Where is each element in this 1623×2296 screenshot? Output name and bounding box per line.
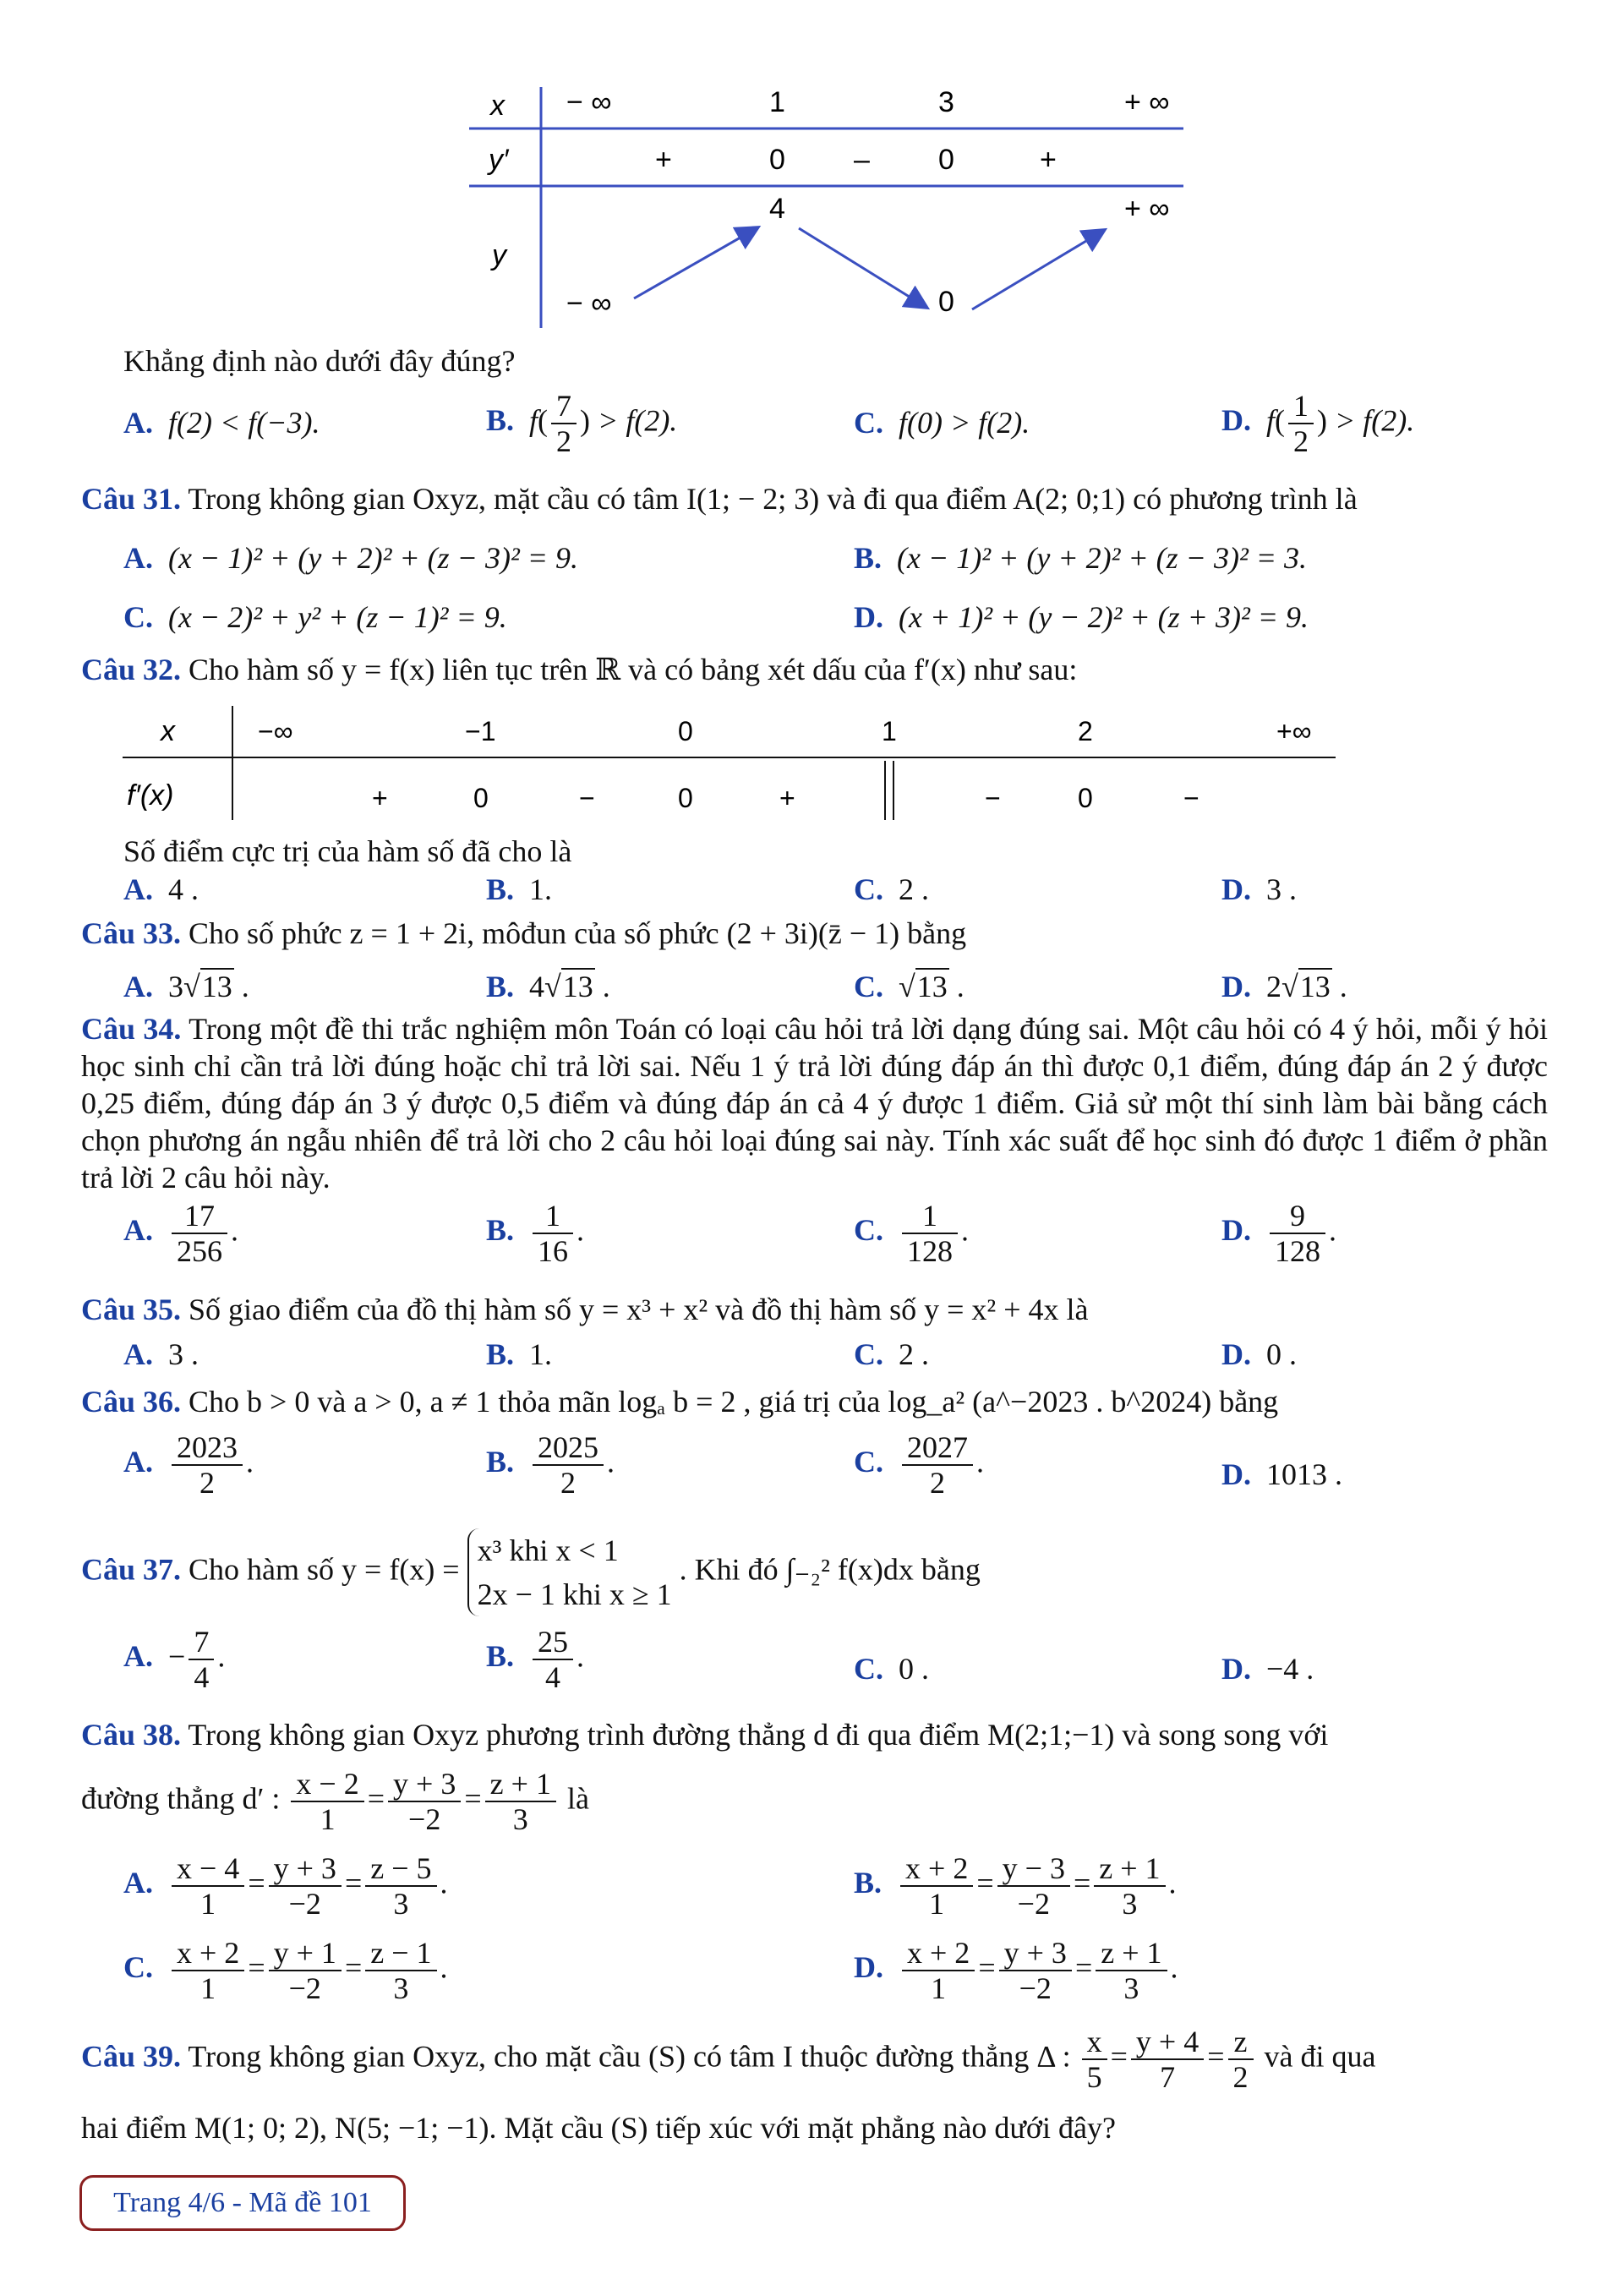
q38-option-b: B. $\frac{x + 2}{1}$ = $\frac{y - 3}{-2}$ = $\frac{z + 1}{3}$ . [854,1851,1177,1921]
variation-table [456,74,1217,345]
q34-option-a: A. $\frac{17}{256}$ . [123,1199,238,1268]
q37-option-a: A. − $\frac{7}{4}$ . [123,1625,226,1694]
x-value: +∞ [1276,716,1312,746]
q31-option-d: D. (x + 1)² + (y − 2)² + (z + 3)² = 9. [854,600,1309,634]
q32-option-c: C. 2 . [854,872,929,906]
y-value: + ∞ [1124,193,1170,225]
yp-sign: 0 [938,144,954,176]
x-value: −∞ [258,716,293,746]
q35-option-d: D. 0 . [1221,1337,1297,1371]
q34-option-c: C. $\frac{1}{128}$ . [854,1199,969,1268]
q32-prompt: Số điểm cực trị của hàm số đã cho là [123,834,572,868]
q32-option-a: A. 4 . [123,872,199,906]
yp-sign: + [1040,144,1057,176]
q32-option-b: B. 1. [486,872,553,906]
q32: Câu 32. Cho hàm số y = f(x) liên tục trên ℝ và có bảng xét dấu của f′(x) như sau: [81,653,1078,686]
q36: Câu 36. Cho b > 0 và a > 0, a ≠ 1 thỏa mãn logₐ b = 2 , giá trị của log_a² (a^−2023 . b^2024) bằng [81,1385,1279,1419]
x-label: x [161,715,175,747]
sign: 0 [678,783,693,813]
q33-option-b: B. 4√13 . [486,970,610,1003]
q33-option-a: A. 3√13 . [123,970,249,1003]
increase-arrow [634,228,757,298]
x-value: 3 [938,86,954,118]
q38-option-c: C. $\frac{x + 2}{1}$ = $\frac{y + 1}{-2}$ = $\frac{z - 1}{3}$ . [123,1936,448,2005]
q30-option-c: C. f(0) > f(2). [854,406,1030,440]
sign: + [779,783,795,813]
y-label: y [492,239,506,271]
x-value: 1 [769,86,785,118]
yp-sign: + [655,144,672,176]
sign: + [372,783,388,813]
q34-option-b: B. $\frac{1}{16}$ . [486,1199,585,1268]
x-value: − ∞ [566,86,612,118]
q36-option-c: C. $\frac{2027}{2}$ . [854,1430,984,1500]
q37-option-d: D. −4 . [1221,1652,1314,1686]
q38-line2: đường thẳng d′ : $\frac{x - 2}{1}$ = $\frac{y + 3}{-2}$ = $\frac{z + 1}{3}$ là [81,1767,589,1836]
q30-option-a: A. f(2) < f(−3). [123,406,320,440]
decrease-arrow [799,228,926,307]
q35-option-a: A. 3 . [123,1337,199,1371]
yp-label: y′ [489,144,509,176]
q35: Câu 35. Số giao điểm của đồ thị hàm số y = x³ + x² và đồ thị hàm số y = x² + 4x là [81,1293,1089,1326]
q33-option-c: C. √13 . [854,970,965,1003]
sign: − [985,783,1001,813]
page-footer: Trang 4/6 - Mã đề 101 [79,2175,406,2231]
yp-sign: – [854,144,870,176]
q34: Câu 34. Trong một đề thi trắc nghiệm môn Toán có loại câu hỏi trả lời dạng đúng sai. Một câu hỏi có 4 ý hỏi, mỗi ý hỏi học sinh chỉ cần trả lời đúng hoặc chỉ trả lời sai. Nếu 1 ý trả lời đúng đáp án thì được 0,1 điểm, đúng đáp án 2 ý được 0,25 điểm, đúng đáp án 3 ý được 0,5 điểm và đúng đáp án cả 4 ý được 1 điểm. Giả sử một thí sinh làm bài bằng cách chọn phương án ngẫu nhiên để trả lời cho 2 câu hỏi loại đúng sai này. Tính xác suất để học sinh đó được 1 điểm ở phần trả lời 2 câu hỏi này. [81,1012,1548,1194]
q39: Câu 39. Trong không gian Oxyz, cho mặt cầu (S) có tâm I thuộc đường thẳng Δ : $\frac{x}{5}$ = $\frac{y + 4}{7}$ = $\frac{z}{2}$ và đi qua [81,2025,1376,2094]
yp-sign: 0 [769,144,785,176]
q38: Câu 38. Trong không gian Oxyz phương trình đường thẳng d đi qua điểm M(2;1;−1) và song song với [81,1718,1329,1752]
q36-option-d: D. 1013 . [1221,1457,1342,1491]
q31-option-c: C. (x − 2)² + y² + (z − 1)² = 9. [123,600,507,634]
q31-option-b: B. (x − 1)² + (y + 2)² + (z − 3)² = 3. [854,541,1308,575]
q37-option-b: B. $\frac{25}{4}$ . [486,1625,585,1694]
q37: Câu 37. Cho hàm số y = f(x) = x³ khi x < 1 2x − 1 khi x ≥ 1 . Khi đó ∫₋₂² f(x)dx bằng [81,1528,981,1616]
x-value: 2 [1078,716,1093,746]
q39-line2: hai điểm M(1; 0; 2), N(5; −1; −1). Mặt cầu (S) tiếp xúc với mặt phẳng nào dưới đây? [81,2111,1116,2145]
q37-option-c: C. 0 . [854,1652,929,1686]
sign: 0 [1078,783,1093,813]
x-label: x [490,90,505,122]
fp-label: f′(x) [127,779,174,812]
q38-option-a: A. $\frac{x - 4}{1}$ = $\frac{y + 3}{-2}$ = $\frac{z - 5}{3}$ . [123,1851,448,1921]
q33-option-d: D. 2√13 . [1221,970,1347,1003]
q31: Câu 31. Trong không gian Oxyz, mặt cầu có tâm I(1; − 2; 3) và đi qua điểm A(2; 0;1) có phương trình là [81,482,1358,516]
q30-prompt: Khẳng định nào dưới đây đúng? [123,344,516,378]
sign: 0 [473,783,489,813]
x-value: 0 [678,716,693,746]
sign: − [579,783,595,813]
sign-table [118,702,1344,828]
q36-option-a: A. $\frac{2023}{2}$ . [123,1430,254,1500]
q35-option-c: C. 2 . [854,1337,929,1371]
sign: − [1183,783,1199,813]
q31-option-a: A. (x − 1)² + (y + 2)² + (z − 3)² = 9. [123,541,579,575]
y-value: − ∞ [566,287,612,320]
q35-option-b: B. 1. [486,1337,553,1371]
q38-option-d: D. $\frac{x + 2}{1}$ = $\frac{y + 3}{-2}$ = $\frac{z + 1}{3}$ . [854,1936,1178,2005]
increase-arrow [972,231,1103,309]
q36-option-b: B. $\frac{2025}{2}$ . [486,1430,615,1500]
q30-option-d: D. f( $\frac{1}{2}$ ) > f(2). [1221,389,1415,458]
y-value: 0 [938,286,954,318]
x-value: −1 [465,716,496,746]
q34-option-d: D. $\frac{9}{128}$ . [1221,1199,1336,1268]
q33: Câu 33. Cho số phức z = 1 + 2i, môđun của số phức (2 + 3i)(z̄ − 1) bằng [81,916,967,950]
x-value: 1 [882,716,897,746]
y-value: 4 [769,193,785,225]
q30-option-b: B. f( $\frac{7}{2}$ ) > f(2). [486,389,678,458]
q32-option-d: D. 3 . [1221,872,1297,906]
x-value: + ∞ [1124,86,1170,118]
